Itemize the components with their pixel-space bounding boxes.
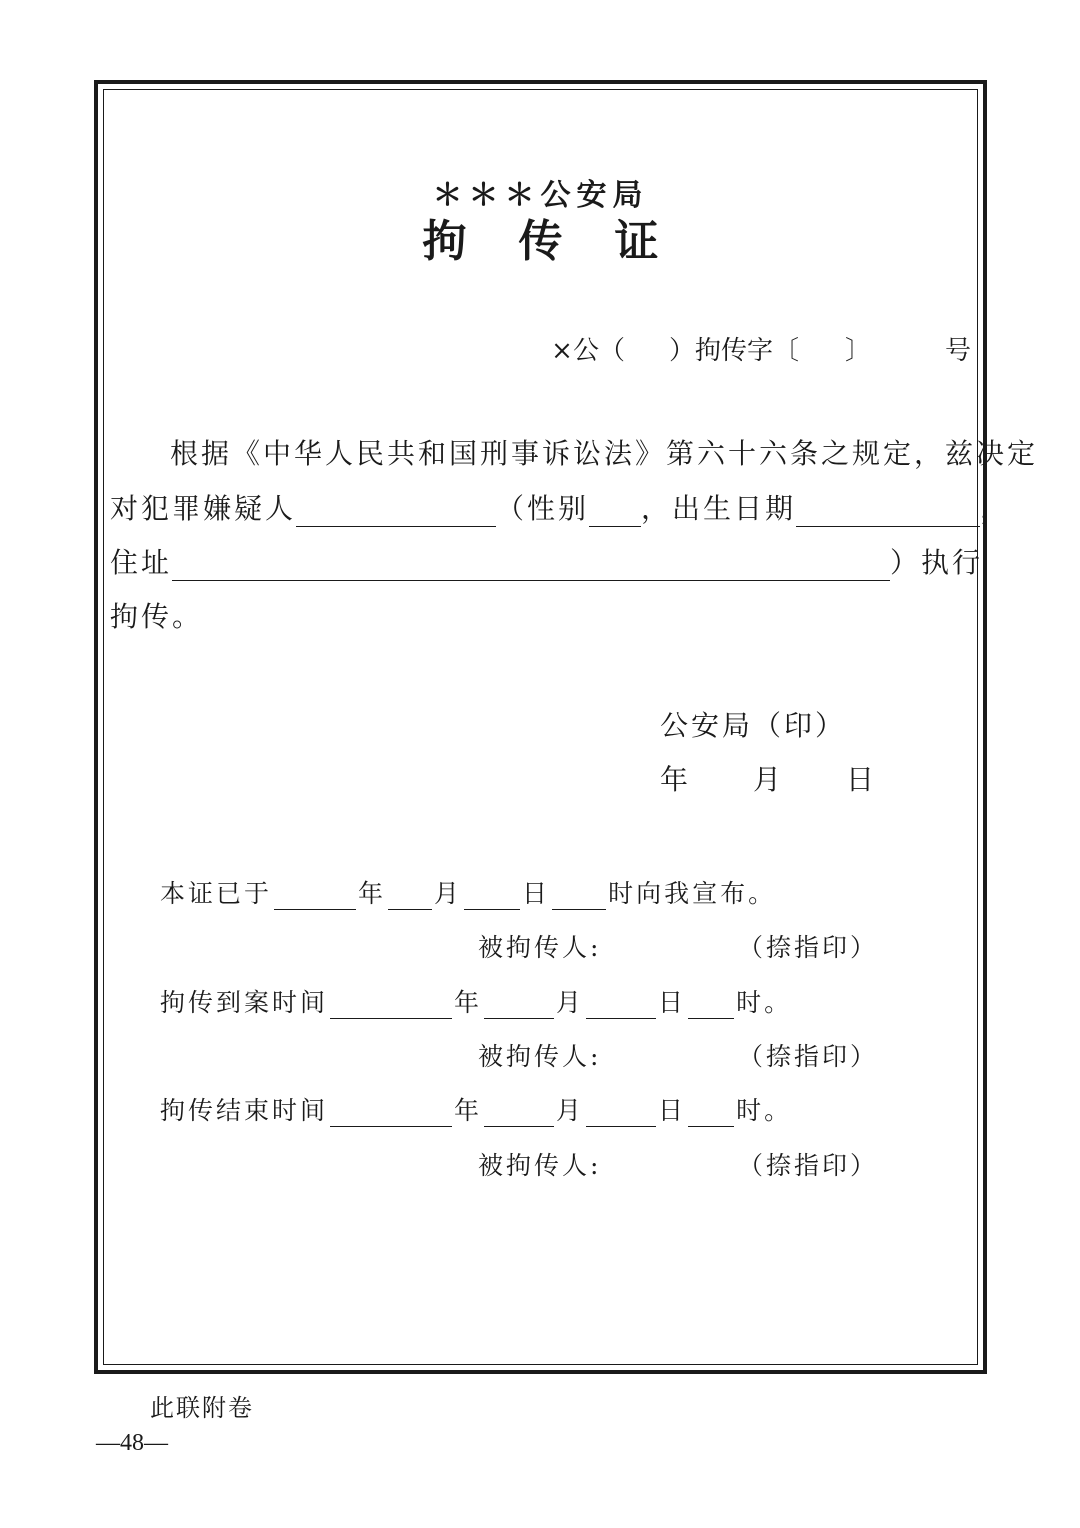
birthdate-field[interactable] xyxy=(796,498,980,527)
body-text-4: 拘传。 xyxy=(110,600,204,633)
address-field[interactable] xyxy=(172,552,890,581)
arrival-month-field[interactable] xyxy=(484,993,554,1019)
page-number: —48— xyxy=(96,1430,168,1456)
hour-label: 时。 xyxy=(736,988,793,1017)
announce-label: 本证已于 xyxy=(160,879,273,908)
address-label: 住址 xyxy=(110,546,173,579)
body-line-3 xyxy=(110,541,983,581)
gender-label: （性别 xyxy=(496,492,590,525)
docno-middle: ）拘传字〔 xyxy=(668,336,799,366)
end-hour-field[interactable] xyxy=(688,1101,734,1127)
day-label: 日 xyxy=(522,879,551,908)
subject-label-3: 被拘传人: xyxy=(478,1151,602,1180)
announce-line xyxy=(160,874,776,910)
subject-sign-2 xyxy=(478,1037,601,1073)
docno-prefix: ×公（ xyxy=(551,336,625,366)
year-label: 年 xyxy=(454,988,483,1017)
docno-suffix: 号 xyxy=(944,336,971,366)
fingerprint-label-3: （捺指印） xyxy=(738,1151,879,1180)
document-number xyxy=(551,330,971,367)
birthdate-label: ，出生日期 xyxy=(641,492,797,525)
end-day-field[interactable] xyxy=(586,1101,656,1127)
subject-sign-3 xyxy=(478,1146,601,1182)
fingerprint-3 xyxy=(738,1146,878,1182)
fingerprint-label-1: （捺指印） xyxy=(738,933,879,962)
subject-sign-1 xyxy=(478,928,601,964)
arrival-label: 拘传到案时间 xyxy=(160,988,329,1017)
agency-name: ＊＊＊公安局 xyxy=(432,178,649,213)
arrival-year-field[interactable] xyxy=(330,993,452,1019)
body-line-2 xyxy=(110,487,1011,527)
year-label: 年 xyxy=(454,1096,483,1125)
docno-bracket-close: 〕 xyxy=(844,336,871,366)
subject-label-2: 被拘传人: xyxy=(478,1042,602,1071)
issuing-office xyxy=(660,704,846,744)
execute-label: ）执行 xyxy=(890,546,984,579)
announce-day-field[interactable] xyxy=(464,884,520,910)
end-label: 拘传结束时间 xyxy=(160,1096,329,1125)
announce-end-label: 时向我宣布。 xyxy=(608,879,777,908)
fingerprint-1 xyxy=(738,928,878,964)
month-label: 月 xyxy=(434,879,463,908)
issue-date-text: 年 月 日 xyxy=(660,763,878,796)
end-month-field[interactable] xyxy=(484,1101,554,1127)
arrival-line xyxy=(160,983,792,1019)
document-title: 拘传证 xyxy=(422,216,711,267)
document-inner-border xyxy=(103,89,1039,1365)
body-text-1: 根据《中华人民共和国刑事诉讼法》第六十六条之规定，兹决定 xyxy=(170,437,1039,470)
issue-date xyxy=(660,758,877,798)
arrival-day-field[interactable] xyxy=(586,993,656,1019)
document-outer-border xyxy=(94,80,1039,1374)
end-line xyxy=(160,1091,792,1127)
issuing-office-text: 公安局（印） xyxy=(660,709,847,742)
gender-field[interactable] xyxy=(589,498,641,527)
year-label: 年 xyxy=(358,879,387,908)
day-label: 日 xyxy=(658,1096,687,1125)
day-label: 日 xyxy=(658,988,687,1017)
month-label: 月 xyxy=(556,988,585,1017)
body-line-4 xyxy=(110,595,203,635)
fingerprint-label-2: （捺指印） xyxy=(738,1042,879,1071)
body-line-1 xyxy=(170,432,1038,472)
subject-label-1: 被拘传人: xyxy=(478,933,602,962)
hour-label: 时。 xyxy=(736,1096,793,1125)
fingerprint-2 xyxy=(738,1037,878,1073)
month-label: 月 xyxy=(556,1096,585,1125)
comma: ， xyxy=(980,492,1012,525)
suspect-name-field[interactable] xyxy=(296,498,496,527)
archive-note: 此联附卷 xyxy=(150,1394,254,1422)
end-year-field[interactable] xyxy=(330,1101,452,1127)
announce-month-field[interactable] xyxy=(388,884,432,910)
arrival-hour-field[interactable] xyxy=(688,993,734,1019)
announce-hour-field[interactable] xyxy=(552,884,606,910)
suspect-label: 对犯罪嫌疑人 xyxy=(110,492,297,525)
announce-year-field[interactable] xyxy=(274,884,356,910)
